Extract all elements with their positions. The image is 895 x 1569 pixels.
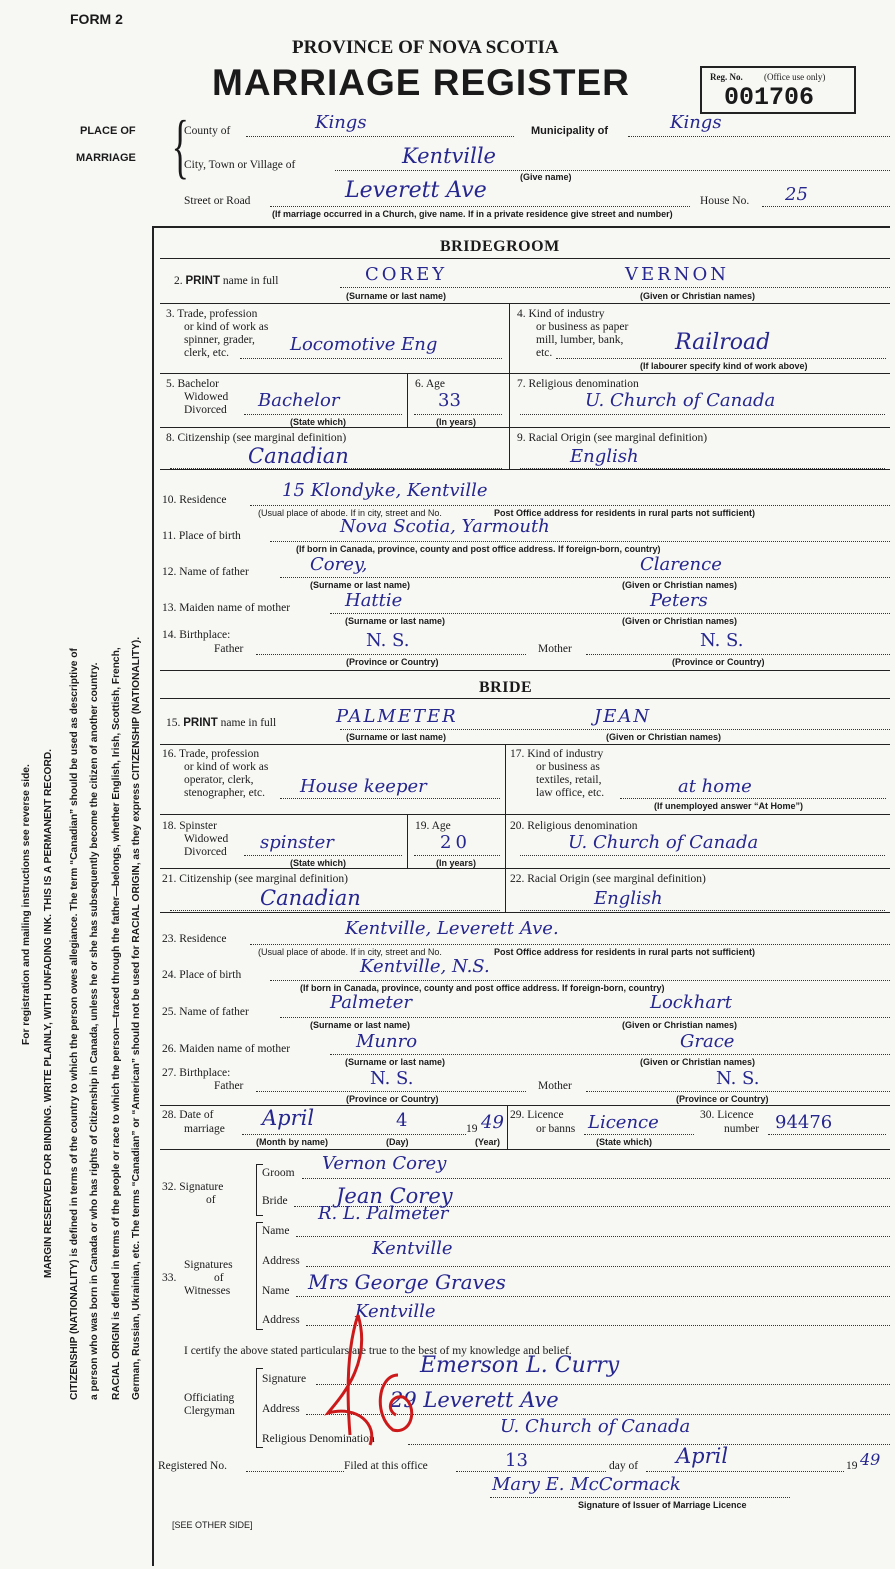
sig-label-2: of <box>206 1194 216 1206</box>
wit-label-3: Witnesses <box>184 1285 231 1297</box>
groom-age-label: 6. Age <box>415 378 446 390</box>
bride-birth-label: 24. Place of birth <box>162 969 242 981</box>
groom-surname-caption: (Surname or last name) <box>346 291 447 301</box>
licence-caption: (State which) <box>596 1137 653 1147</box>
bride-status-caption: (State which) <box>290 858 347 868</box>
bride-sig-label: Bride <box>262 1195 288 1207</box>
groom-name-label <box>174 276 278 288</box>
groom-trade-label-2: or kind of work as <box>184 321 269 333</box>
groom-racial: English <box>570 446 639 467</box>
street-value: Leverett Ave <box>345 178 487 203</box>
groom-racial-label: 9. Racial Origin (see marginal definition) <box>517 432 708 444</box>
groom-status-label-3: Divorced <box>184 404 227 416</box>
licence-number-label-2: number <box>724 1123 760 1135</box>
licence-number-label-1: 30. Licence <box>700 1109 754 1121</box>
groom-bp-father: N. S. <box>366 630 410 651</box>
bridegroom-heading: BRIDEGROOM <box>440 238 560 255</box>
bride-mother-label: 26. Maiden name of mother <box>162 1043 291 1055</box>
wit2-name-label: Name <box>262 1285 290 1297</box>
groom-industry-label-2: or business as paper <box>536 321 629 333</box>
bride-status-label-2: Widowed <box>184 833 229 845</box>
bride-mother-given-caption: (Given or Christian names) <box>640 1057 756 1067</box>
bride-surname-caption: (Surname or last name) <box>346 732 447 742</box>
day-caption: (Day) <box>386 1137 409 1147</box>
wit1-name: R. L. Palmeter <box>318 1203 449 1224</box>
bride-mother-given: Grace <box>680 1031 735 1052</box>
city-label: City, Town or Village of <box>184 159 296 171</box>
wit1-name-label: Name <box>262 1225 290 1237</box>
bride-father-given: Lockhart <box>650 992 732 1013</box>
year-caption: (Year) <box>475 1137 501 1147</box>
see-other-side: [SEE OTHER SIDE] <box>172 1520 253 1530</box>
margin-line-1: For registration and mailing instructions see reverse side. <box>21 764 32 1045</box>
groom-mother-given-caption: (Given or Christian names) <box>622 616 738 626</box>
margin-line-6: German, Russian, Ukrainian, etc. The terms “Canadian” or “American” should not be used for RACIAL ORIGIN, as they express CITIZENSHIP (NATIONALITY). <box>131 636 142 1400</box>
place-of-label: PLACE OF <box>80 125 136 137</box>
bride-bp-father-label: Father <box>214 1080 244 1092</box>
bride-status: spinster <box>260 832 334 853</box>
bride-bp-label: 27. Birthplace: <box>162 1067 231 1079</box>
reg-number: 001706 <box>724 83 815 112</box>
bride-father-label: 25. Name of father <box>162 1006 249 1018</box>
groom-father-given-caption: (Given or Christian names) <box>622 580 738 590</box>
groom-trade: Locomotive Eng <box>290 334 438 355</box>
marriage-day: 4 <box>396 1110 408 1131</box>
groom-mother-surname-caption: (Surname or last name) <box>345 616 446 626</box>
groom-status-label-1: 5. Bachelor <box>166 378 220 390</box>
groom-age-caption: (In years) <box>436 417 477 427</box>
margin-line-2: MARGIN RESERVED FOR BINDING. WRITE PLAINLY, WITH UNFADING INK. THIS IS A PERMANENT RECORD. <box>43 748 54 1278</box>
groom-residence-caption-1: (Usual place of abode. If in city, street and No. <box>258 508 442 518</box>
filed-month: April <box>676 1444 729 1468</box>
bride-father-given-caption: (Given or Christian names) <box>622 1020 738 1030</box>
date-label-1: 28. Date of <box>162 1109 214 1121</box>
groom-birth-caption: (If born in Canada, province, county and post office address. If foreign-born, country) <box>296 544 661 554</box>
county-label: County of <box>184 125 231 137</box>
filed-label: Filed at this office <box>344 1460 428 1472</box>
groom-bp-mother-label: Mother <box>538 643 572 655</box>
bride-age-caption: (In years) <box>436 858 477 868</box>
bride-birth: Kentville, N.S. <box>360 956 490 977</box>
street-caption: (If marriage occurred in a Church, give name. If in a private residence give street and number) <box>272 209 673 219</box>
month-caption: (Month by name) <box>256 1137 328 1147</box>
groom-religion: U. Church of Canada <box>585 390 776 411</box>
groom-residence-caption-2: Post Office address for residents in rural parts not sufficient) <box>494 508 756 518</box>
filed-year: 49 <box>860 1450 881 1469</box>
bride-trade-label-3: operator, clerk, <box>184 774 254 786</box>
province-heading: PROVINCE OF NOVA SCOTIA <box>292 37 559 58</box>
reg-office-note: (Office use only) <box>764 72 826 82</box>
off-address: 29 Leverett Ave <box>390 1388 559 1412</box>
year-prefix: 19 <box>466 1123 478 1135</box>
issuer-signature: Mary E. McCormack <box>492 1474 681 1495</box>
licence-label-2: or banns <box>536 1123 576 1135</box>
groom-trade-label-3: spinner, grader, <box>184 334 255 346</box>
wit2-address-label: Address <box>262 1314 300 1326</box>
marriage-label: MARRIAGE <box>76 152 136 164</box>
groom-father-surname: Corey, <box>310 554 368 575</box>
date-label-2: marriage <box>184 1123 225 1135</box>
bride-surname: PALMETER <box>336 706 458 727</box>
red-registrar-mark <box>318 1305 428 1450</box>
bride-trade: House keeper <box>300 776 427 797</box>
marriage-year: 49 <box>481 1112 504 1133</box>
groom-age: 33 <box>438 390 461 411</box>
house-value: 25 <box>785 184 808 205</box>
bride-industry-label-1: 17. Kind of industry <box>510 748 604 760</box>
bride-industry-label-3: textiles, retail, <box>536 774 602 786</box>
groom-signature: Vernon Corey <box>322 1153 447 1174</box>
bride-industry-label-2: or business as <box>536 761 600 773</box>
bride-age: 20 <box>440 832 471 853</box>
bride-father-surname: Palmeter <box>330 992 413 1013</box>
licence-value: Licence <box>588 1112 659 1133</box>
bride-residence-label: 23. Residence <box>162 933 227 945</box>
groom-citizenship-label: 8. Citizenship (see marginal definition) <box>166 432 347 444</box>
off-sig-label: Signature <box>262 1373 307 1385</box>
groom-birth-label: 11. Place of birth <box>162 530 241 542</box>
bride-bp-father: N. S. <box>370 1068 414 1089</box>
licence-number: 94476 <box>775 1112 833 1133</box>
bride-bp-father-caption: (Province or Country) <box>346 1094 439 1104</box>
bride-bp-mother: N. S. <box>716 1068 760 1089</box>
margin-line-3: CITIZENSHIP (NATIONALITY) is defined in terms of the country to which the person owes allegiance. The term “Canadian” should be used as descriptive of <box>69 648 80 1400</box>
off-rel-label: Religious Denomination <box>262 1433 375 1445</box>
wit-label-1: Signatures <box>184 1259 233 1271</box>
groom-given-caption: (Given or Christian names) <box>640 291 756 301</box>
wit1-address-label: Address <box>262 1255 300 1267</box>
groom-mother-label: 13. Maiden name of mother <box>162 602 291 614</box>
bride-print-label: PRINT <box>183 717 218 729</box>
day-of-label: day of <box>609 1460 639 1472</box>
groom-sig-label: Groom <box>262 1167 295 1179</box>
bride-signature: Jean Corey <box>336 1184 453 1208</box>
bride-age-label: 19. Age <box>415 820 451 832</box>
bride-status-label-3: Divorced <box>184 846 227 858</box>
house-label: House No. <box>700 195 750 207</box>
bride-religion: U. Church of Canada <box>568 832 759 853</box>
city-value: Kentville <box>402 144 496 168</box>
bride-religion-label: 20. Religious denomination <box>510 820 638 832</box>
groom-industry-label-4: etc. <box>536 347 553 359</box>
bride-given-caption: (Given or Christian names) <box>606 732 722 742</box>
street-label: Street or Road <box>184 195 251 207</box>
bride-industry-label-4: law office, etc. <box>536 787 605 799</box>
off-religion: U. Church of Canada <box>500 1416 691 1437</box>
bride-citizenship-label: 21. Citizenship (see marginal definition) <box>162 873 348 885</box>
wit-label-2: of <box>214 1272 224 1284</box>
bride-mother-surname-caption: (Surname or last name) <box>345 1057 446 1067</box>
bride-residence: Kentville, Leverett Ave. <box>345 918 559 939</box>
groom-father-given: Clarence <box>640 554 722 575</box>
bride-bp-mother-caption: (Province or Country) <box>676 1094 769 1104</box>
margin-line-4: a person who was born in Canada or who has rights of Citizenship in Canada, unless he or she has subsequently become the citizen of another country. <box>89 662 100 1400</box>
municipality-label: Municipality of <box>531 125 608 137</box>
groom-bp-label: 14. Birthplace: <box>162 629 231 641</box>
groom-industry-label-3: mill, lumber, bank, <box>536 334 624 346</box>
bride-racial-label: 22. Racial Origin (see marginal definition) <box>510 873 706 885</box>
wit-num: 33. <box>162 1272 177 1284</box>
groom-industry: Railroad <box>675 330 771 355</box>
bride-name-label <box>166 718 276 730</box>
certify-text: I certify the above stated particulars are true to the best of my knowledge and belief. <box>184 1345 572 1357</box>
off-label-1: Officiating <box>184 1392 235 1404</box>
bride-residence-caption-1: (Usual place of abode. If in city, street and No. <box>258 947 442 957</box>
groom-father-label: 12. Name of father <box>162 566 249 578</box>
groom-birth: Nova Scotia, Yarmouth <box>340 516 550 537</box>
bride-industry: at home <box>678 776 752 797</box>
off-label-2: Clergyman <box>184 1405 235 1417</box>
groom-bp-mother-caption: (Province or Country) <box>672 657 765 667</box>
groom-trade-label-4: clerk, etc. <box>184 347 230 359</box>
page-title: MARRIAGE REGISTER <box>212 62 630 103</box>
wit2-address: Kentville <box>355 1301 436 1322</box>
wit2-name: Mrs George Graves <box>308 1270 506 1294</box>
groom-religion-label: 7. Religious denomination <box>517 378 639 390</box>
bride-father-surname-caption: (Surname or last name) <box>310 1020 411 1030</box>
sig-label-1: 32. Signature <box>162 1181 224 1193</box>
reg-label: Reg. No. <box>710 72 743 82</box>
groom-industry-caption: (If labourer specify kind of work above) <box>640 361 808 371</box>
groom-mother-given: Peters <box>650 590 708 611</box>
bride-trade-label-2: or kind of work as <box>184 761 269 773</box>
groom-status: Bachelor <box>258 390 340 411</box>
off-signature: Emerson L. Curry <box>420 1353 620 1378</box>
groom-given: VERNON <box>625 264 729 285</box>
registered-label: Registered No. <box>158 1460 227 1472</box>
bride-name-num: 15. <box>166 717 181 729</box>
groom-surname: COREY <box>365 264 448 285</box>
reg-number-box <box>700 66 856 114</box>
groom-bp-father-caption: (Province or Country) <box>346 657 439 667</box>
groom-residence-label: 10. Residence <box>162 494 227 506</box>
groom-citizenship: Canadian <box>248 444 349 468</box>
wit1-address: Kentville <box>372 1238 453 1259</box>
bride-name-rest: name in full <box>220 717 277 729</box>
groom-name-num: 2. <box>174 275 183 287</box>
groom-name-rest: name in full <box>222 275 279 287</box>
issuer-caption: Signature of Issuer of Marriage Licence <box>578 1500 747 1510</box>
brace: { <box>171 106 189 186</box>
bride-given: JEAN <box>594 706 652 727</box>
give-name-caption: (Give name) <box>520 172 572 182</box>
bride-heading: BRIDE <box>479 679 533 696</box>
form-number: FORM 2 <box>70 11 123 27</box>
groom-father-surname-caption: (Surname or last name) <box>310 580 411 590</box>
groom-bp-father-label: Father <box>214 643 244 655</box>
groom-status-caption: (State which) <box>290 417 347 427</box>
bride-residence-caption-2: Post Office address for residents in rural parts not sufficient) <box>494 947 756 957</box>
groom-print-label: PRINT <box>185 275 220 287</box>
filed-day: 13 <box>505 1450 528 1471</box>
county-value: Kings <box>315 112 367 133</box>
bride-mother-surname: Munro <box>356 1031 418 1052</box>
bride-birth-caption: (If born in Canada, province, county and post office address. If foreign-born, country) <box>300 983 665 993</box>
off-addr-label: Address <box>262 1403 300 1415</box>
bride-bp-mother-label: Mother <box>538 1080 572 1092</box>
groom-industry-label-1: 4. Kind of industry <box>517 308 605 320</box>
groom-status-label-2: Widowed <box>184 391 229 403</box>
groom-bp-mother: N. S. <box>700 630 744 651</box>
bride-status-label-1: 18. Spinster <box>162 820 217 832</box>
licence-label-1: 29. Licence <box>510 1109 564 1121</box>
bride-industry-caption: (If unemployed answer “At Home”) <box>654 801 804 811</box>
groom-trade-label-1: 3. Trade, profession <box>166 308 258 320</box>
bride-trade-label-4: stenographer, etc. <box>184 787 265 799</box>
bride-citizenship: Canadian <box>260 886 361 910</box>
municipality-value: Kings <box>670 112 722 133</box>
bride-trade-label-1: 16. Trade, profession <box>162 748 260 760</box>
bride-racial: English <box>594 888 663 909</box>
groom-residence: 15 Klondyke, Kentville <box>282 480 488 501</box>
groom-mother-surname: Hattie <box>345 590 403 611</box>
filed-year-prefix: 19 <box>846 1460 858 1472</box>
marriage-month: April <box>262 1106 315 1130</box>
margin-line-5: RACIAL ORIGIN is defined in terms of the people or race to which the person—traced through the father—belongs, whether English, Irish, Scottish, French, <box>111 647 122 1400</box>
